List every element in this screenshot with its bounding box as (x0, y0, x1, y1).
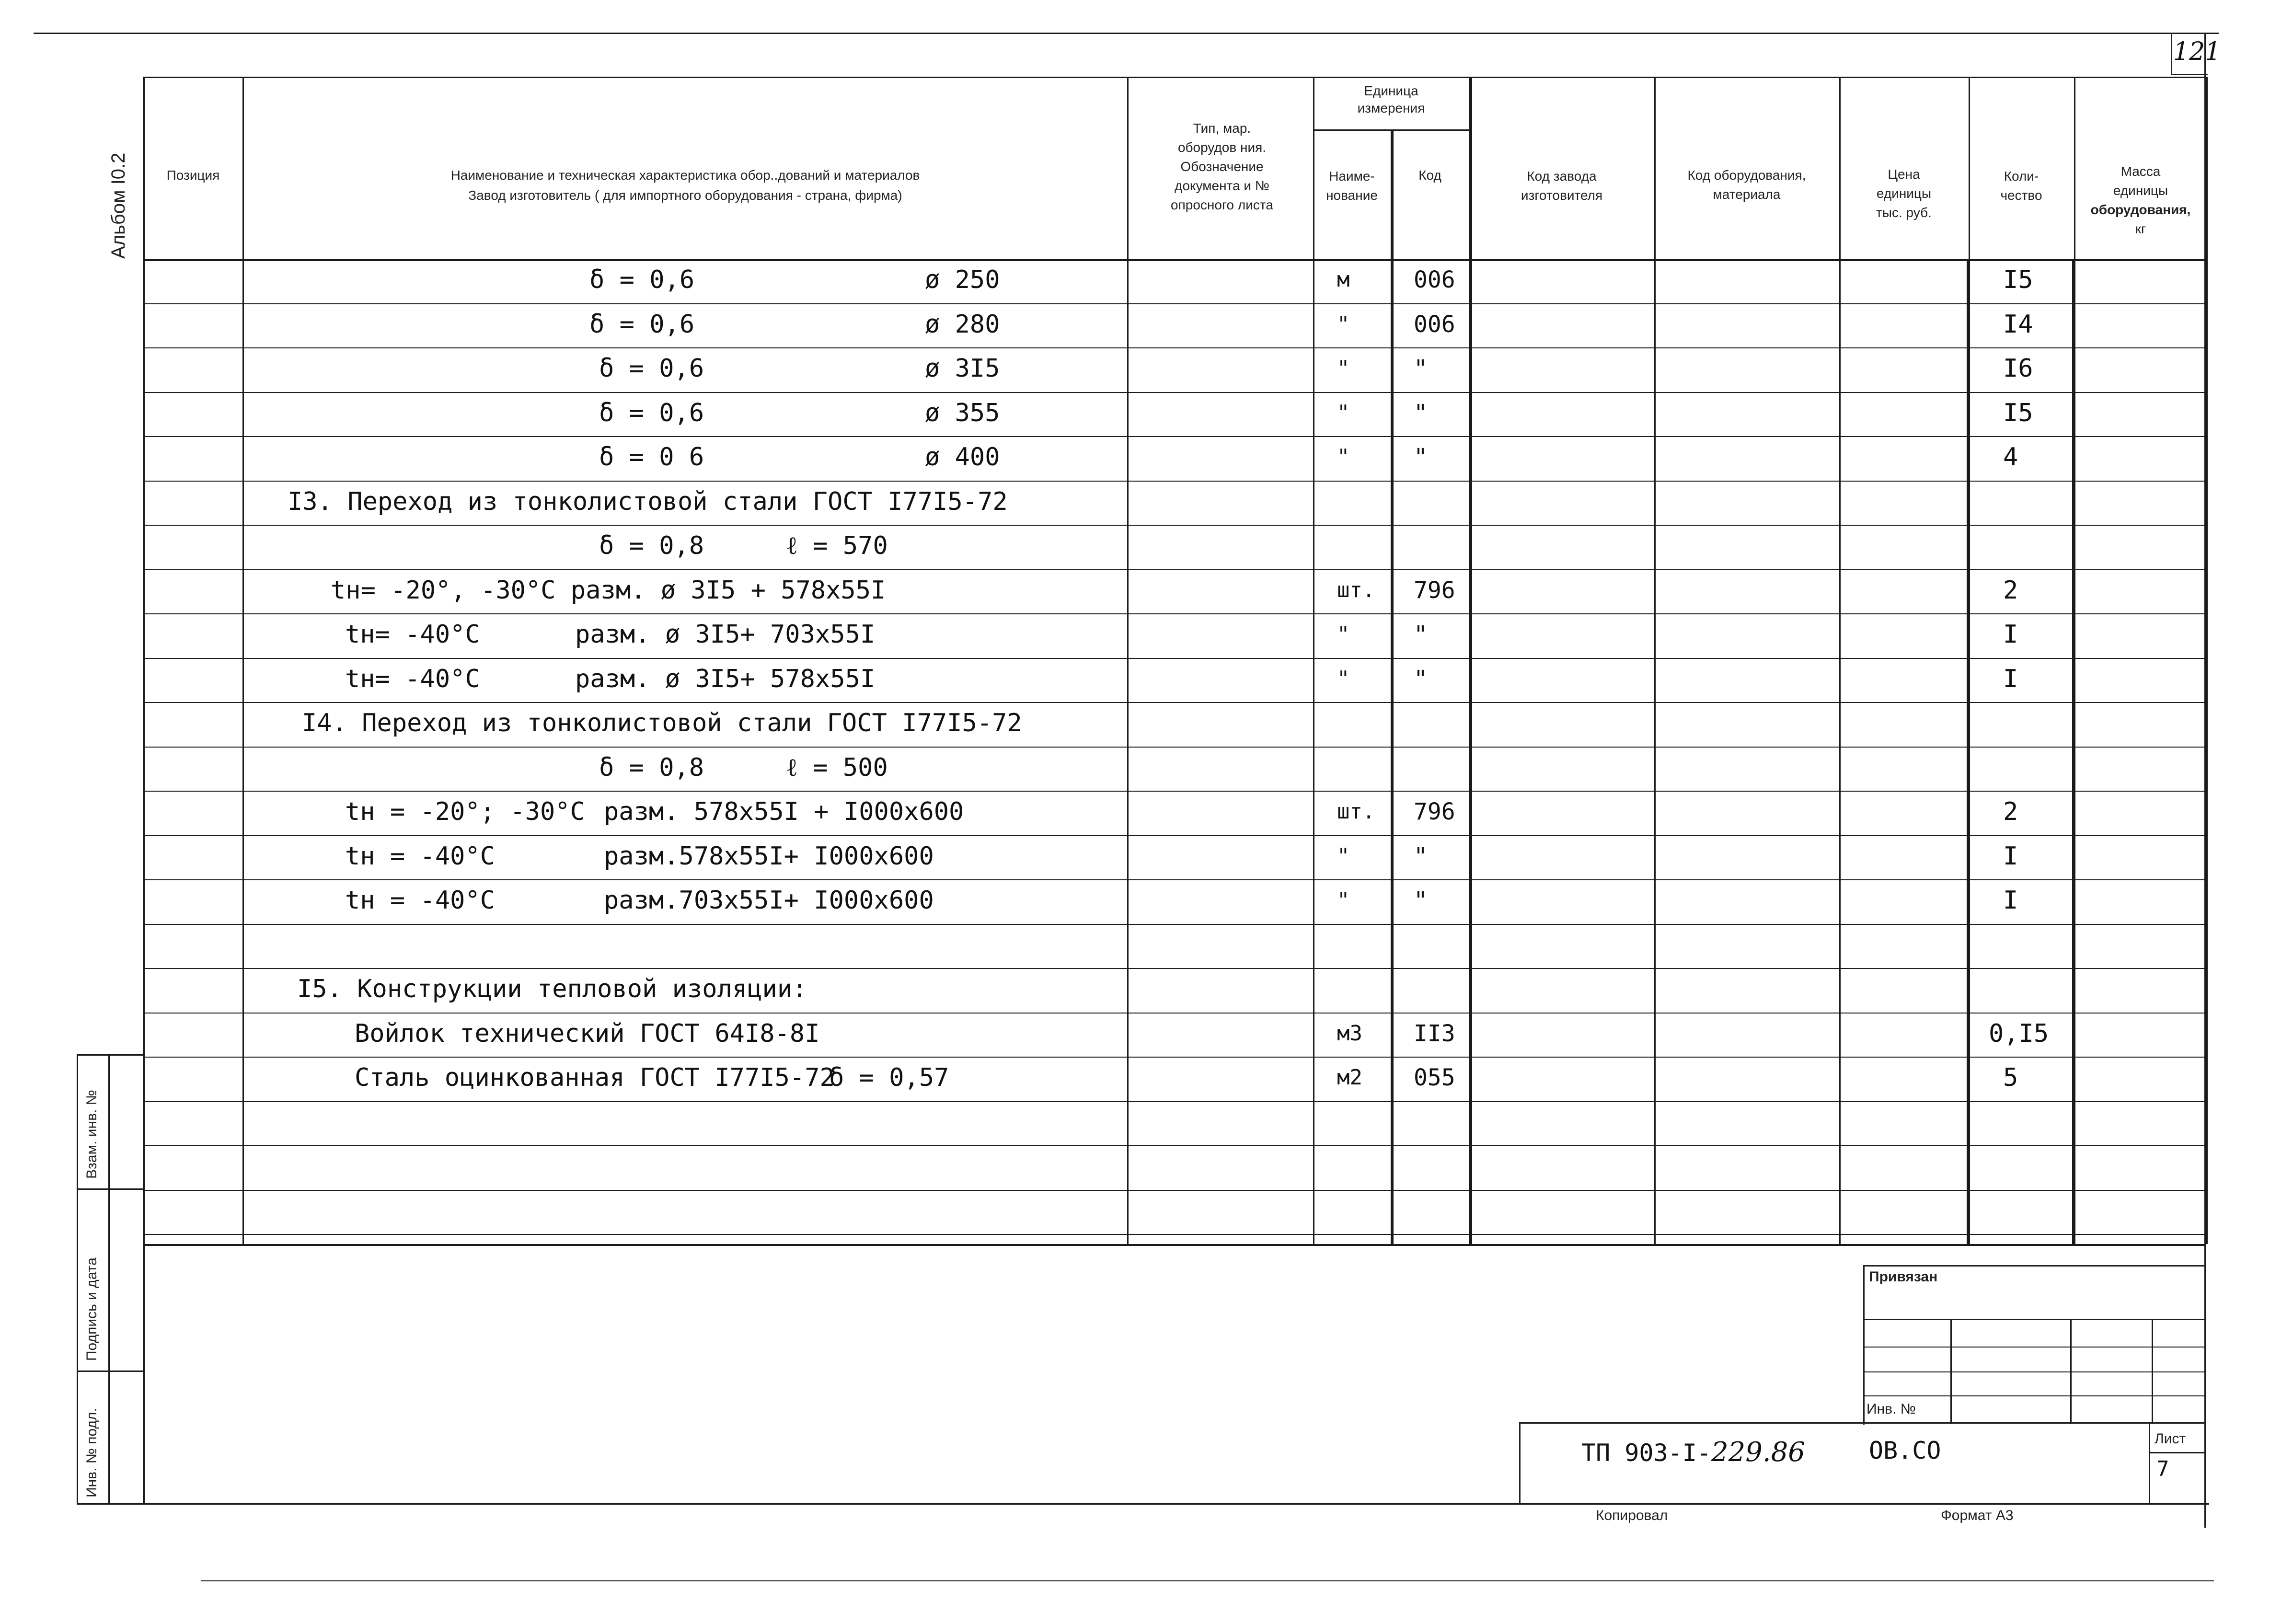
row-6-name: δ = 0,8 (599, 531, 704, 560)
header-name-line2: Завод изготовитель ( для импортного оборудования - страна, фирма) (468, 188, 902, 203)
stamp-list-number: 7 (2156, 1457, 2169, 1481)
header-equip-code-1: Код оборудования, (1687, 168, 1806, 183)
stamp-vline-1 (1950, 1319, 1952, 1424)
row-8-name: tн= -40°С (345, 620, 480, 649)
stamp-vline-3 (2152, 1319, 2153, 1424)
row-12-unit: шт. (1337, 799, 1375, 824)
header-position: Позиция (166, 168, 220, 183)
row-18-unit: м2 (1337, 1065, 1362, 1090)
stamp-inv-no: Инв. № (1867, 1401, 1916, 1417)
row-4-unit: " (1337, 445, 1350, 469)
stamp-line-3 (1863, 1371, 2204, 1372)
row-16-name: I5. Конструкции тепловой изоляции: (297, 975, 807, 1003)
row-3-unit-code: " (1414, 399, 1428, 426)
row-line-22 (143, 1234, 2206, 1235)
row-9-name: tн= -40°С (345, 664, 480, 693)
stamp-list-hline (2149, 1452, 2204, 1453)
header-unit-group-1: Единица (1364, 83, 1418, 98)
row-line-13 (143, 835, 2206, 836)
row-18-name: Сталь оцинкованная ГОСТ I77I5-72 (355, 1063, 835, 1092)
row-line-10 (143, 702, 2206, 703)
row-9-quantity: I (2003, 664, 2018, 693)
stamp-list-label: Лист (2155, 1431, 2186, 1447)
header-type-4: документа и № (1175, 178, 1269, 193)
row-0-dimension: ø 250 (925, 265, 1000, 294)
row-17-quantity: 0,I5 (1989, 1019, 2049, 1048)
row-1-name: δ = 0,6 (589, 310, 695, 339)
row-5-name: I3. Переход из тонколистовой стали ГОСТ I77I5-72 (288, 487, 1008, 516)
row-4-name: δ = 0 6 (599, 443, 704, 472)
row-2-unit-code: " (1414, 355, 1428, 382)
header-factory-code-1: Код завода (1527, 169, 1597, 184)
row-6-dimension: ℓ = 570 (786, 531, 888, 560)
header-unit-group-2: измерения (1357, 101, 1425, 115)
row-3-dimension: ø 355 (925, 398, 1000, 427)
row-2-dimension: ø 3I5 (925, 354, 1000, 383)
header-qty-2: чество (2000, 188, 2042, 203)
stamp-line-2 (1863, 1347, 2204, 1348)
qty-left-thick (1967, 259, 1970, 1244)
row-13-unit-code: " (1414, 842, 1428, 870)
row-line-4 (143, 436, 2206, 437)
row-line-21 (143, 1190, 2206, 1191)
side-stamp-top (77, 1054, 144, 1056)
row-11-name: δ = 0,8 (599, 753, 704, 782)
album-label: Альбом I0.2 (108, 152, 129, 259)
side-stamp-mid (108, 1054, 110, 1505)
row-line-9 (143, 658, 2206, 659)
row-12-quantity: 2 (2003, 797, 2018, 826)
col-line-2 (1127, 77, 1129, 1244)
corner-sheet-number: 121 (2173, 37, 2221, 66)
row-8-unit: " (1337, 622, 1350, 646)
row-7-name: tн= -20°, -30°С разм. ø 3I5 + 578x55I (331, 576, 886, 605)
stamp-doc-number: 229.86 (1711, 1437, 1805, 1468)
header-price-1: Цена (1888, 167, 1920, 182)
side-stamp-inv-podl: Инв. № подл. (84, 1408, 100, 1497)
stamp-list-vline (2149, 1422, 2150, 1503)
stamp-line-1 (1863, 1319, 2204, 1320)
unit-group-line (1313, 129, 1469, 131)
row-14-quantity: I (2003, 886, 2018, 915)
col-line-1 (242, 77, 244, 1244)
header-mass-3: оборудования, (2090, 202, 2191, 217)
row-13-name: tн = -40°С (345, 841, 495, 871)
header-price-2: единицы (1876, 186, 1932, 201)
row-line-7 (143, 569, 2206, 570)
row-7-unit-code: 796 (1414, 576, 1455, 604)
header-unit-name-1: Наиме- (1329, 169, 1375, 184)
row-18-dimension: δ = 0,57 (829, 1063, 949, 1092)
row-18-quantity: 5 (2003, 1063, 2018, 1092)
row-8-dimension: разм. ø 3I5+ 703x55I (575, 620, 876, 649)
stamp-privyazan: Привязан (1869, 1269, 1938, 1285)
row-line-17 (143, 1013, 2206, 1014)
row-0-name: δ = 0,6 (589, 265, 695, 294)
row-line-11 (143, 747, 2206, 748)
header-name-line1: Наименование и техническая характеристика обор..дований и материалов (450, 168, 920, 183)
row-12-unit-code: 796 (1414, 798, 1455, 825)
row-14-name: tн = -40°С (345, 886, 495, 915)
frame-top (34, 33, 2219, 34)
row-14-unit: " (1337, 888, 1350, 912)
stamp-line-4 (1863, 1395, 2204, 1396)
header-unit-code: Код (1418, 168, 1441, 183)
col-line-7 (1839, 77, 1841, 1244)
row-9-unit-code: " (1414, 665, 1428, 692)
row-line-6 (143, 525, 2206, 526)
row-line-8 (143, 613, 2206, 614)
row-2-unit: " (1337, 356, 1350, 380)
row-1-unit-code: 006 (1414, 311, 1455, 338)
col-line-3 (1313, 77, 1314, 1244)
stamp-format: Формат А3 (1941, 1508, 2014, 1523)
stamp-doc-number-block (1581, 1437, 1805, 1468)
row-9-dimension: разм. ø 3I5+ 578x55I (575, 664, 876, 693)
row-14-dimension: разм.703x55I+ I000x600 (604, 886, 934, 915)
row-line-20 (143, 1145, 2206, 1146)
row-9-unit: " (1337, 666, 1350, 691)
col-line-0 (143, 77, 144, 1244)
row-17-unit: м3 (1337, 1021, 1362, 1046)
header-qty-1: Коли- (2004, 169, 2039, 184)
row-13-quantity: I (2003, 841, 2018, 871)
col-line-5 (1469, 77, 1472, 1244)
row-line-2 (143, 347, 2206, 348)
row-18-unit-code: 055 (1414, 1064, 1455, 1091)
stamp-doc-prefix: ТП 903-I- (1581, 1439, 1711, 1467)
row-13-unit: " (1337, 843, 1350, 868)
row-line-12 (143, 791, 2206, 792)
row-17-unit-code: II3 (1414, 1020, 1455, 1047)
table-bottom-line (143, 1244, 2206, 1246)
header-bottom-line (143, 259, 2206, 261)
header-type-3: Обозначение (1180, 159, 1264, 174)
header-factory-code-2: изготовителя (1521, 188, 1603, 203)
row-4-unit-code: " (1414, 444, 1428, 471)
header-mass-2: единицы (2113, 183, 2168, 198)
row-2-quantity: I6 (2003, 354, 2033, 383)
side-stamp-div2 (77, 1371, 144, 1372)
row-0-unit: м (1337, 267, 1350, 292)
row-3-quantity: I5 (2003, 398, 2033, 427)
row-4-dimension: ø 400 (925, 443, 1000, 472)
header-type-1: Тип, мар. (1193, 121, 1251, 136)
side-stamp-vzam: Взам. инв. № (84, 1090, 100, 1179)
header-unit-name-2: нование (1326, 188, 1378, 203)
row-3-name: δ = 0,6 (599, 398, 704, 427)
row-13-dimension: разм.578x55I+ I000x600 (604, 841, 934, 871)
row-17-name: Войлок технический ГОСТ 64I8-8I (355, 1019, 820, 1048)
row-line-15 (143, 924, 2206, 925)
row-8-unit-code: " (1414, 621, 1428, 648)
row-line-5 (143, 481, 2206, 482)
row-line-14 (143, 879, 2206, 880)
row-1-unit: " (1337, 311, 1350, 336)
row-3-unit: " (1337, 400, 1350, 425)
stamp-vline-2 (2070, 1319, 2072, 1424)
header-type-2: оборудов ния. (1177, 140, 1267, 155)
row-0-quantity: I5 (2003, 265, 2033, 294)
side-stamp-podpis: Подпись и дата (84, 1257, 100, 1361)
header-type-5: опросного листа (1171, 197, 1273, 212)
header-price-3: тыс. руб. (1876, 205, 1932, 220)
row-1-dimension: ø 280 (925, 310, 1000, 339)
col-line-6 (1654, 77, 1656, 1244)
side-stamp-left (77, 1054, 78, 1505)
side-stamp-div1 (77, 1188, 144, 1190)
row-2-name: δ = 0,6 (599, 354, 704, 383)
qty-right-thick (2072, 259, 2075, 1244)
row-line-3 (143, 392, 2206, 393)
row-line-1 (143, 303, 2206, 304)
row-4-quantity: 4 (2003, 443, 2018, 472)
row-11-dimension: ℓ = 500 (786, 753, 888, 782)
header-equip-code-2: материала (1713, 187, 1781, 202)
col-line-4 (1391, 129, 1394, 1244)
stamp-kopiroval: Копировал (1596, 1508, 1668, 1523)
row-12-name: tн = -20°; -30°С (345, 797, 585, 826)
row-10-name: I4. Переход из тонколистовой стали ГОСТ I77I5-72 (302, 709, 1022, 737)
header-mass-4: кг (2135, 221, 2146, 236)
row-line-18 (143, 1057, 2206, 1058)
bottom-dash-line (201, 1580, 2214, 1581)
row-8-quantity: I (2003, 620, 2018, 649)
row-line-16 (143, 968, 2206, 969)
col-line-10 (2206, 77, 2208, 1244)
header-mass-1: Масса (2120, 164, 2161, 179)
row-12-dimension: разм. 578x55I + I000x600 (604, 797, 964, 826)
row-7-unit: шт. (1337, 577, 1375, 602)
row-0-unit-code: 006 (1414, 266, 1455, 293)
row-1-quantity: I4 (2003, 310, 2033, 339)
stamp-doc-mark: ОВ.СО (1869, 1437, 1941, 1464)
row-7-quantity: 2 (2003, 576, 2018, 605)
row-14-unit-code: " (1414, 887, 1428, 914)
header-top-line (143, 77, 2206, 78)
row-line-19 (143, 1101, 2206, 1102)
